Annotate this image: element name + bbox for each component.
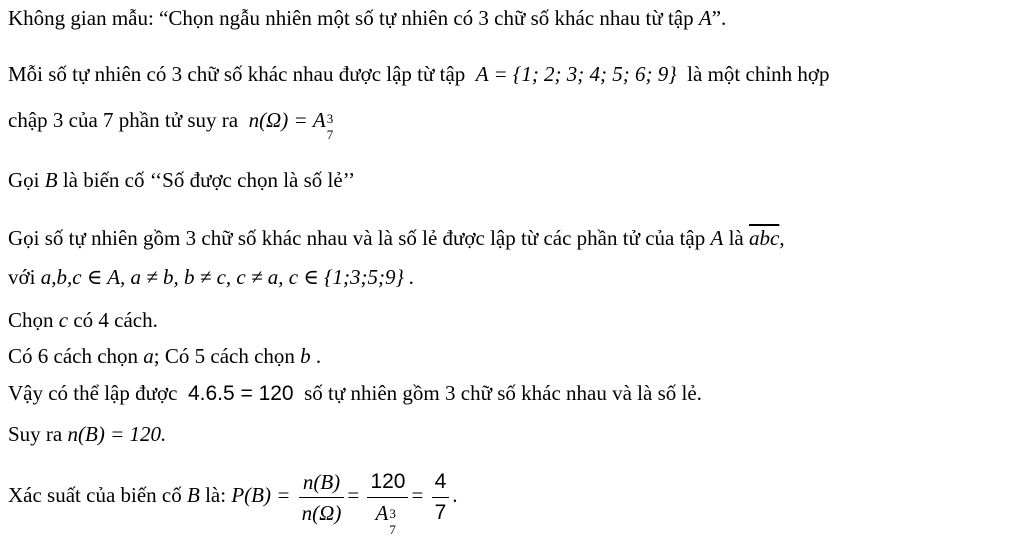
text: Xác suất của biến cố: [8, 483, 182, 507]
text: có 4 cách.: [73, 308, 158, 332]
sup: 3: [326, 111, 334, 127]
var-b: b: [300, 344, 311, 368]
fraction-nb-nomega: [299, 467, 345, 528]
text: số tự nhiên gồm 3 chữ số khác nhau và là số lẻ.: [304, 381, 702, 405]
arrangement-indices: [326, 111, 338, 143]
line-sample-space: [8, 5, 726, 31]
numerator: n(B): [299, 467, 345, 498]
text: .: [315, 344, 322, 368]
text: ,: [779, 226, 785, 250]
probability-lhs: P(B) =: [231, 483, 291, 507]
text: Mỗi số tự nhiên có 3 chữ số khác nhau được lập từ tập: [8, 62, 466, 86]
line-count: [8, 380, 702, 407]
line-choose-c: [8, 307, 158, 333]
text: Không gian mẫu: “Chọn ngẫu nhiên một số tự nhiên có 3 chữ số khác nhau từ tập: [8, 6, 694, 30]
fraction-120-a: [367, 467, 408, 537]
line-permutation: [8, 61, 830, 87]
line-odd-number: [8, 225, 785, 251]
equals-sign: =: [347, 483, 360, 507]
var-a: a: [143, 344, 154, 368]
n-omega: n(Ω) =: [248, 108, 308, 132]
equals-sign: =: [411, 483, 424, 507]
arrangement-symbol: A: [375, 500, 389, 525]
line-conditions: [8, 264, 414, 290]
set-symbol: A: [710, 226, 724, 250]
text: với: [8, 265, 36, 289]
conditions-math: a,b,c ∈ A, a ≠ b, b ≠ c, c ≠ a, c ∈ {1;3;5;9} .: [40, 265, 415, 289]
n-b-math: n(B) = 120.: [67, 422, 167, 446]
count-math: 4.6.5 = 120: [187, 382, 294, 405]
sub: 7: [389, 521, 396, 537]
arrangement-symbol: A: [312, 108, 326, 132]
set-definition: A = {1; 2; 3; 4; 5; 6; 9}: [475, 62, 677, 86]
event-symbol: B: [44, 168, 58, 192]
abc-number: $\overline{abc}$: [748, 226, 780, 250]
text: .: [452, 483, 458, 507]
arrangement-indices: [388, 505, 400, 537]
numerator: 120: [367, 467, 408, 498]
denominator: n(Ω): [301, 500, 342, 525]
sup: 3: [389, 505, 396, 521]
text: Suy ra: [8, 422, 63, 446]
text: Gọi số tự nhiên gồm 3 chữ số khác nhau và là số lẻ được lập từ các phần tử của tập: [8, 226, 706, 250]
sub: 7: [326, 127, 334, 143]
event-symbol: B: [187, 483, 200, 507]
set-symbol: A: [698, 6, 712, 30]
line-probability: [8, 464, 458, 537]
denominator: [367, 498, 408, 537]
text: là một chỉnh hợp: [687, 62, 830, 86]
numerator: 4: [432, 467, 450, 498]
line-event-b: [8, 167, 355, 193]
denominator: 7: [434, 500, 447, 524]
text: là: [728, 226, 744, 250]
text: ”.: [711, 6, 727, 30]
line-omega: [8, 107, 338, 143]
text: là biến cố ‘‘Số được chọn là số lẻ’’: [62, 168, 356, 192]
text: ; Có 5 cách chọn: [153, 344, 295, 368]
text: Chọn: [8, 308, 54, 332]
text: Vậy có thể lập được: [8, 381, 178, 405]
text: Có 6 cách chọn: [8, 344, 139, 368]
text: Gọi: [8, 168, 40, 192]
line-n-b: [8, 421, 166, 447]
var-c: c: [58, 308, 69, 332]
line-choose-ab: [8, 343, 321, 369]
fraction-4-7: [432, 467, 450, 528]
text: chập 3 của 7 phần tử suy ra: [8, 108, 239, 132]
text: là:: [205, 483, 227, 507]
